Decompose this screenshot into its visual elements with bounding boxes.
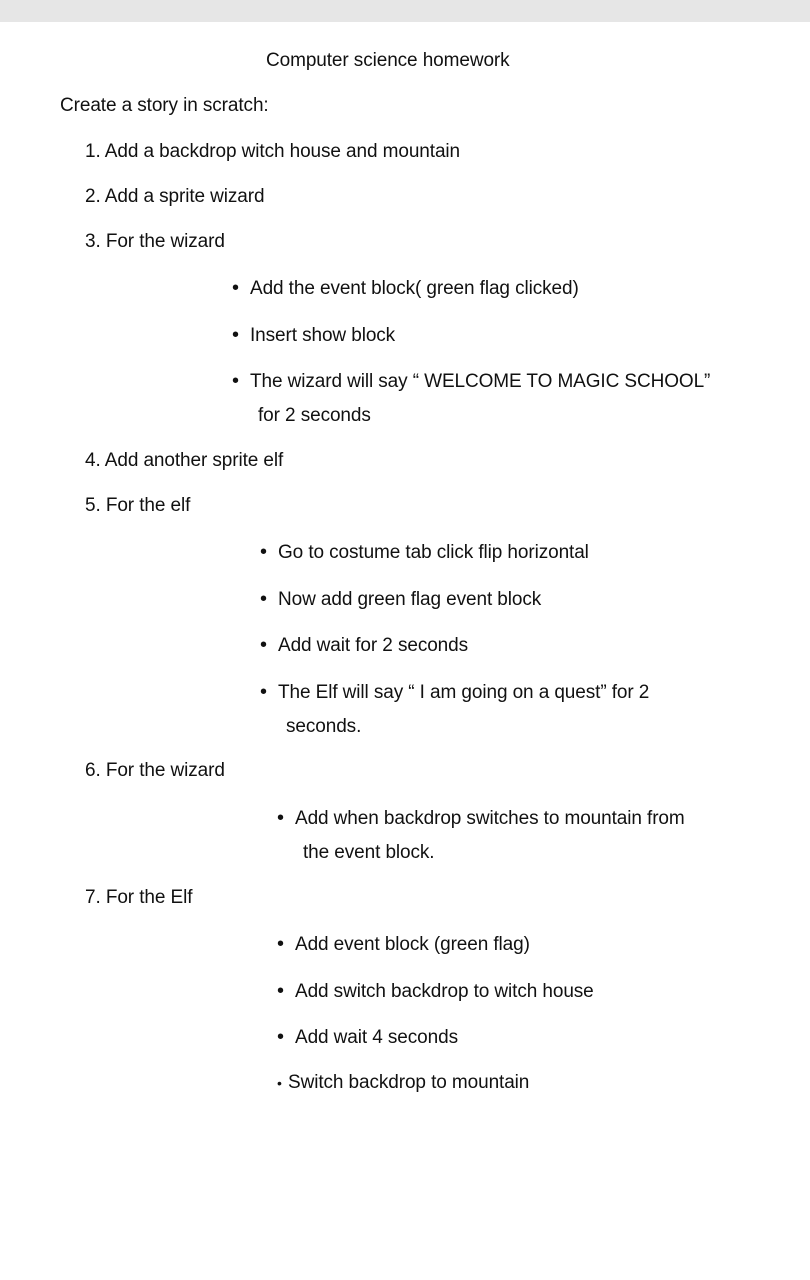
step-6-bullet-1-cont: the event block. <box>303 842 435 863</box>
step-3-bullet-2: • Insert show block <box>232 323 395 348</box>
step-3-bullet-3-cont: for 2 seconds <box>258 405 371 426</box>
step-3-bullet-3: • The wizard will say “ WELCOME TO MAGIC SCHOOL” <box>232 369 710 394</box>
intro-text: Create a story in scratch: <box>60 95 269 116</box>
top-status-bar <box>0 0 810 22</box>
step-1: 1. Add a backdrop witch house and mountain <box>85 141 461 162</box>
step-7-bullet-4: • Switch backdrop to mountain <box>277 1071 529 1095</box>
step-6-bullet-1: • Add when backdrop switches to mountain from <box>277 806 685 831</box>
step-6: 6. For the wizard <box>85 760 225 781</box>
step-4: 4. Add another sprite elf <box>85 450 284 471</box>
step-5-bullet-4: • The Elf will say “ I am going on a quest” for 2 <box>260 680 649 705</box>
step-5-bullet-1: • Go to costume tab click flip horizontal <box>260 540 589 565</box>
step-2: 2. Add a sprite wizard <box>85 186 265 207</box>
document-title: Computer science homework <box>266 50 510 71</box>
step-5: 5. For the elf <box>85 495 191 516</box>
step-5-bullet-3: • Add wait for 2 seconds <box>260 633 468 658</box>
step-7-bullet-2: • Add switch backdrop to witch house <box>277 979 594 1004</box>
step-3: 3. For the wizard <box>85 231 225 252</box>
step-7-bullet-3: • Add wait 4 seconds <box>277 1025 458 1050</box>
step-3-bullet-1: • Add the event block( green flag clicked) <box>232 276 579 301</box>
step-7-bullet-1: • Add event block (green flag) <box>277 932 530 957</box>
step-5-bullet-2: • Now add green flag event block <box>260 587 541 612</box>
step-7: 7. For the Elf <box>85 887 193 908</box>
step-5-bullet-4-cont: seconds. <box>286 716 362 737</box>
